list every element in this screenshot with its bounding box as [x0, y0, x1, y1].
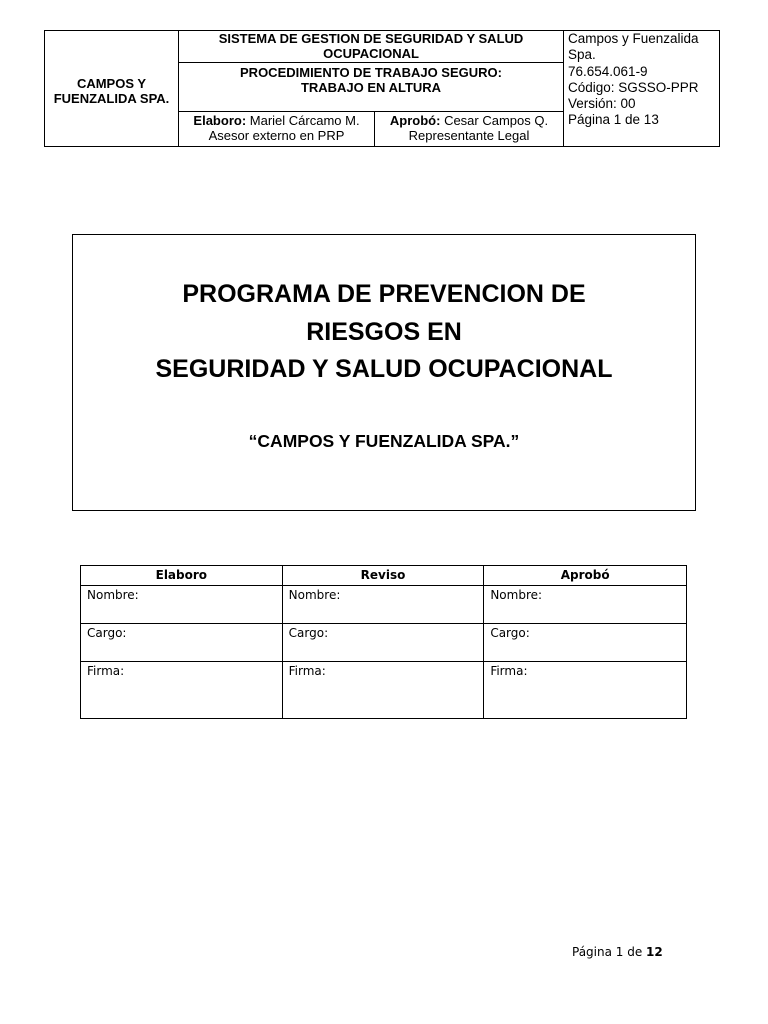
signature-header-reviso: Reviso [282, 566, 484, 586]
page-number-total: 12 [646, 945, 663, 959]
header-elaboro-role: Asesor externo en PRP [208, 128, 345, 143]
signature-header-elaboro: Elaboro [81, 566, 283, 586]
header-system-cell [179, 31, 563, 63]
signature-cargo-row [81, 624, 687, 662]
aprobo-cargo-cell: Cargo: [484, 624, 687, 662]
header-meta-rut: 76.654.061-9 [568, 63, 648, 79]
document-title-line2: RIESGOS EN [306, 317, 462, 346]
header-aprobo-role: Representante Legal [408, 128, 530, 143]
header-system-line2: OCUPACIONAL [323, 46, 419, 61]
header-aprobo-name: Cesar Campos Q. [444, 113, 549, 128]
header-system-line1: SISTEMA DE GESTION DE SEGURIDAD Y SALUD [218, 31, 524, 46]
title-box [72, 234, 696, 511]
signature-header-aprobo: Aprobó [484, 566, 687, 586]
elaboro-cargo-cell: Cargo: [81, 624, 283, 662]
page-number-prefix: Página 1 de [572, 945, 647, 959]
signature-table [80, 565, 687, 719]
header-procedure-line2: TRABAJO EN ALTURA [300, 80, 442, 95]
signature-firma-row [81, 662, 687, 719]
document-title [73, 276, 695, 389]
header-meta-codigo: Código: SGSSO-PPR [568, 79, 699, 95]
reviso-cargo-cell: Cargo: [282, 624, 484, 662]
header-aprobo-cell [375, 112, 563, 146]
signature-nombre-row [81, 586, 687, 624]
elaboro-nombre-cell: Nombre: [81, 586, 283, 624]
header-aprobo-label: Aprobó: [389, 113, 441, 128]
header-elaboro-cell [179, 112, 375, 146]
header-procedure-cell [179, 63, 563, 112]
aprobo-firma-cell: Firma: [484, 662, 687, 719]
header-elaboro-name: Mariel Cárcamo M. [249, 113, 360, 128]
aprobo-nombre-cell: Nombre: [484, 586, 687, 624]
header-company-cell [45, 31, 179, 146]
document-title-line3: SEGURIDAD Y SALUD OCUPACIONAL [155, 355, 613, 383]
document-header-table [44, 30, 720, 147]
header-meta-version: Versión: 00 [568, 96, 636, 112]
document-title-line1: PROGRAMA DE PREVENCION DE [182, 280, 586, 308]
reviso-firma-cell: Firma: [282, 662, 484, 719]
header-elaboro-label: Elaboro: [193, 113, 247, 128]
document-subtitle: “CAMPOS Y FUENZALIDA SPA.” [248, 431, 520, 451]
header-company-name: CAMPOS Y FUENZALIDA SPA. [53, 75, 170, 106]
reviso-nombre-cell: Nombre: [282, 586, 484, 624]
elaboro-firma-cell: Firma: [81, 662, 283, 719]
header-meta-company: Campos y Fuenzalida Spa. [568, 31, 699, 63]
page-footer [572, 945, 663, 959]
header-meta-pagina: Página 1 de 13 [568, 112, 659, 128]
header-meta-cell [563, 31, 719, 146]
signature-header-row [81, 566, 687, 586]
header-procedure-line1: PROCEDIMIENTO DE TRABAJO SEGURO: [240, 65, 502, 80]
